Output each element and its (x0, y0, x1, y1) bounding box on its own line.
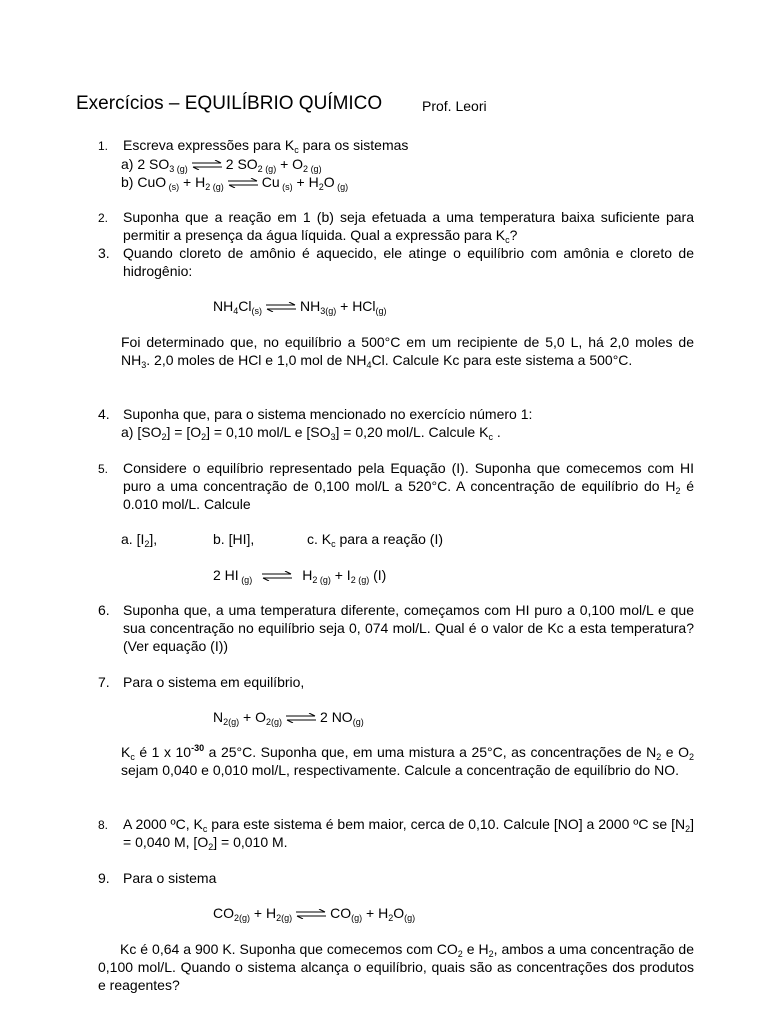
author: Prof. Leori (422, 98, 487, 114)
exercise-5-option-b: b. [HI], (213, 531, 255, 547)
exercise-1-prompt: Escreva expressões para $K_c$ para os sistemas (123, 137, 409, 155)
exercise-7-number: 7. (98, 674, 110, 690)
exercise-8-text: A 2000 ºC, $K_c$ para este sistema é bem maior, cerca de 0,10. Calcule [NO] a 2000 ºC se $[N_2] = 0,040$ M, $[O_2] = 0,010$ M. (123, 816, 694, 852)
equilibrium-arrow-icon (296, 909, 326, 919)
exercise-3-equation: $NH_4Cl_{(s)}$ $NH_{3(g)} + HCl_{(g)}$ (213, 298, 387, 316)
equilibrium-arrow-icon (228, 178, 258, 188)
exercise-5-option-a: a. $[I_2]$, (121, 531, 158, 549)
exercise-1-number: 1. (98, 139, 109, 153)
exercise-3-number: 3. (98, 245, 110, 261)
exercise-9-prompt: Para o sistema (123, 870, 217, 886)
exercise-7-equation: $N_{2(g)} + O_{2(g)}$ 2 $NO_{(g)}$ (213, 709, 364, 727)
equilibrium-arrow-icon (266, 302, 296, 312)
exercise-5-option-c: c. $K_c$ para a reação (I) (307, 531, 444, 549)
exercise-9-equation: $CO_{2(g)} + H_{2(g)}$ $CO_{(g)} + H_2O_{(g)}$ (213, 905, 416, 923)
title-text: Exercícios – EQUILÍBRIO QUÍMICO (76, 93, 383, 114)
exercise-4-number: 4. (98, 406, 110, 422)
exercise-4-prompt: Suponha que, para o sistema mencionado no exercício número 1: (123, 406, 533, 422)
exercise-5-equation: 2 HI $_{(g)}$ $H_2$ $_{(g)} + I_2$ $_{(g)}$ (I) (213, 567, 387, 585)
equilibrium-arrow-icon (286, 713, 316, 723)
exercise-3-text: Quando cloreto de amônio é aquecido, ele atinge o equilíbrio com amônia e cloreto de hidrogênio: (123, 245, 694, 279)
exercise-2-number: 2. (98, 211, 109, 225)
exercise-6-text: Suponha que, a uma temperatura diferente, começamos com HI puro a 0,100 mol/L e que sua concentração no equilíbrio seja 0, 074 mol/L. Qual é o valor de Kc a esta temperatura? (Ver equação (I)) (123, 602, 694, 654)
equilibrium-arrow-icon (192, 160, 222, 170)
exercise-7-paragraph: $K_c$ é 1 x $10^{-30}$ a 25°C. Suponha que, em uma mistura a 25°C, as concentrações de $N_2$ e $O_2$ sejam 0,040 e 0,010 mol/L, respectivamente. Calcule a concentração de equilíbrio do NO. (121, 743, 695, 778)
exercise-4-item-a: a) $[SO_2] = [O_2] = 0,10$ mol/L e $[SO_3] = 0,20$ mol/L. Calcule $K_c$ . (121, 424, 501, 442)
exercise-2-text: Suponha que a reação em 1 (b) seja efetuada a uma temperatura baixa suficiente para permitir a presença da água líquida. Qual a expressão para $K_c$? (123, 209, 694, 245)
exercise-9-number: 9. (98, 870, 110, 886)
page-title (76, 92, 382, 116)
exercise-1-item-a: a) 2 $SO_3$ $_{(g)}$ 2 $SO_2$ $_{(g)} + O_2$ $_{(g)}$ (121, 156, 322, 174)
exercise-6-number: 6. (98, 602, 110, 618)
exercise-1-item-b: b) CuO $_{(s)} + H_2$ $_{(g)}$ Cu $_{(s)} + H_2O$ $_{(g)}$ (121, 174, 349, 192)
equilibrium-arrow-icon (262, 571, 292, 581)
exercise-8-number: 8. (98, 818, 109, 832)
exercise-7-prompt: Para o sistema em equilíbrio, (123, 674, 305, 690)
exercise-9-paragraph: Kc é 0,64 a 900 K. Suponha que comecemos com $CO_2$ e $H_2$, ambos a uma concentração de 0,100 mol/L. Quando o sistema alcança o equilíbrio, quais são as concentrações dos produtos e reagentes? (98, 941, 694, 993)
exercise-5-text: Considere o equilíbrio representado pela Equação (I). Suponha que comecemos com HI puro a uma concentração de 0,100 mol/L a 520°C. A concentração de equilíbrio do $H_2$ é 0.010 mol/L. Calcule (123, 460, 694, 512)
exercise-3-paragraph: Foi determinado que, no equilíbrio a 500°C em um recipiente de 5,0 L, há 2,0 moles de $NH_3$. 2,0 moles de HCl e 1,0 mol de $NH_4Cl$. Calcule Kc para este sistema a 500°C. (121, 334, 694, 370)
exercise-5-number: 5. (98, 462, 109, 476)
